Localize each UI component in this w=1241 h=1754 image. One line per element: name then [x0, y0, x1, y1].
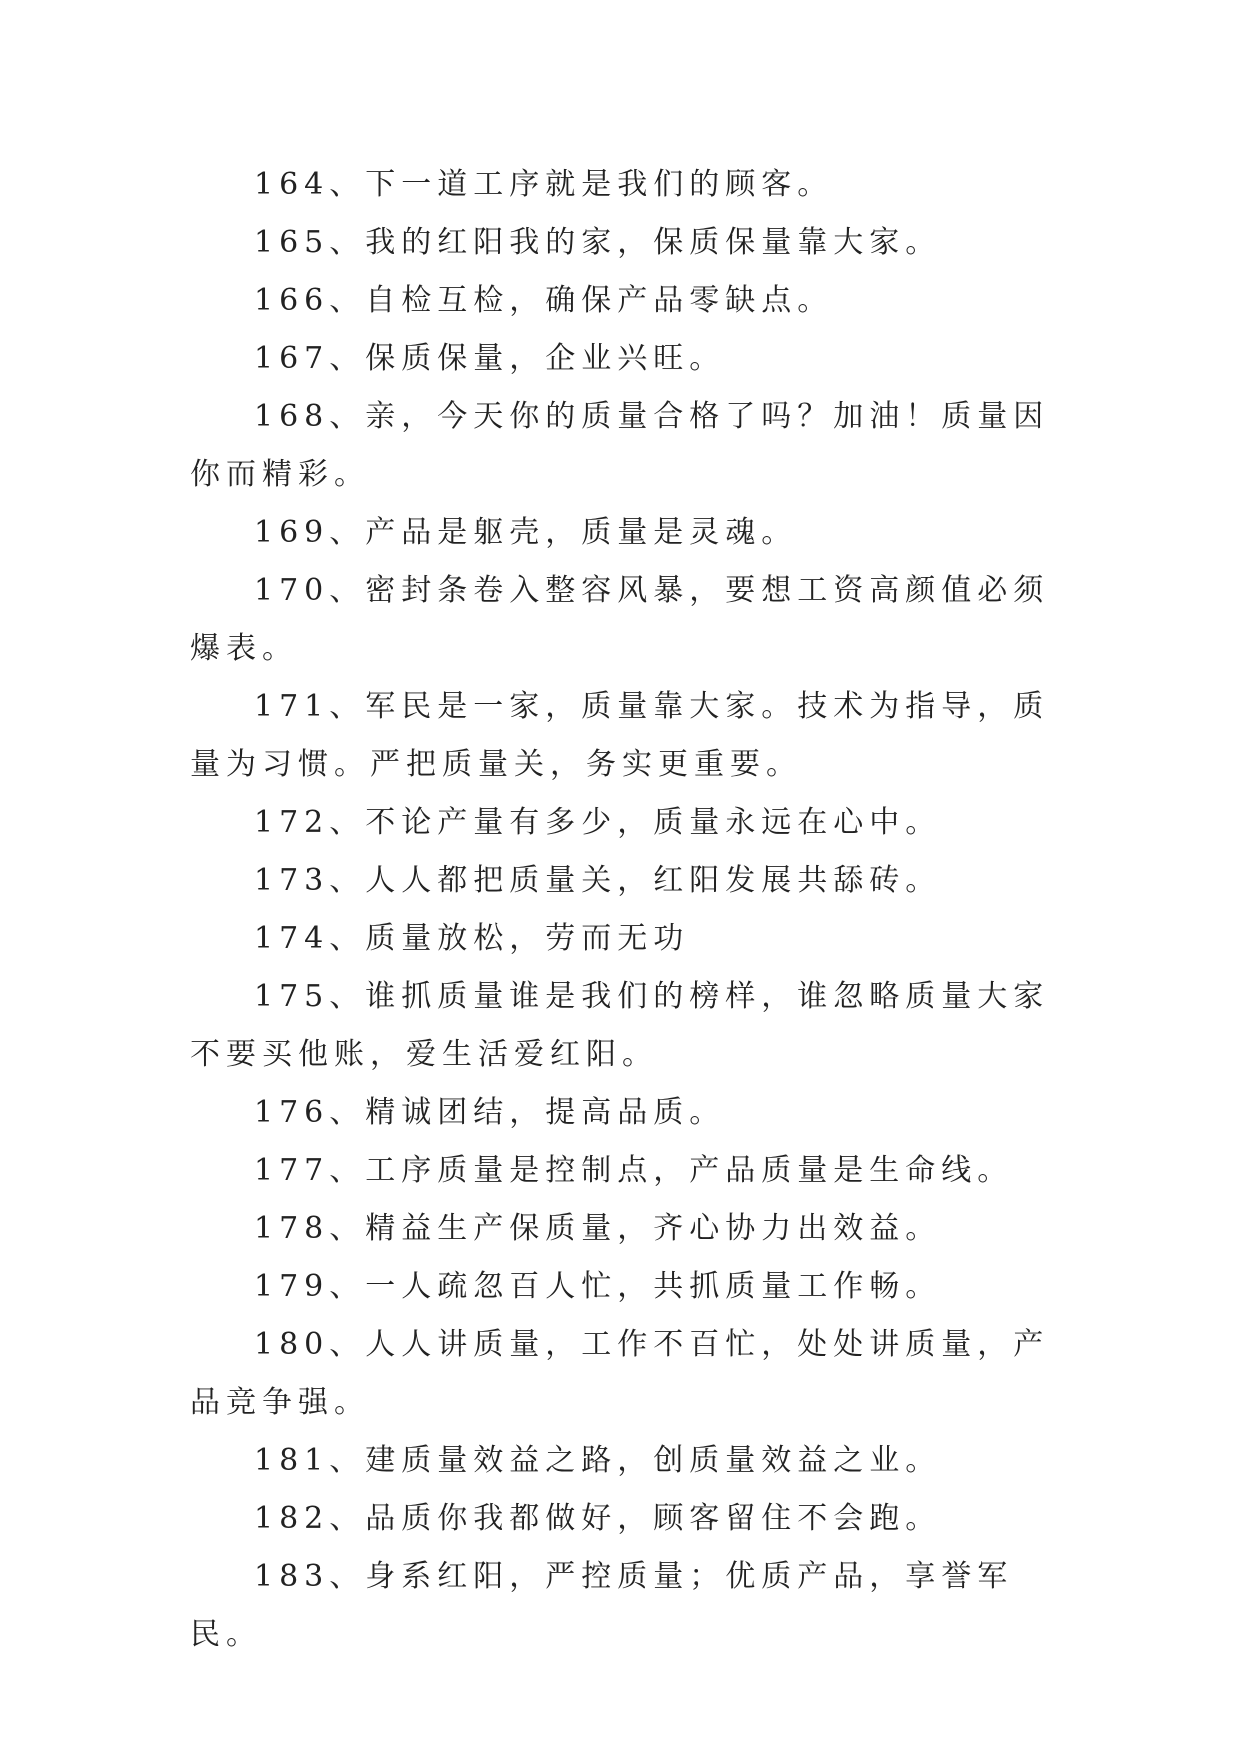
- slogan-item-171: 171、军民是一家，质量靠大家。技术为指导，质量为习惯。严把质量关，务实更重要。: [190, 689, 1050, 782]
- slogan-item-169: 169、产品是躯壳，质量是灵魂。: [254, 515, 798, 550]
- slogan-item-170: 170、密封条卷入整容风暴，要想工资高颜值必须爆表。: [190, 573, 1050, 666]
- slogan-item-172: 172、不论产量有多少，质量永远在心中。: [254, 805, 942, 840]
- slogan-item-173: 173、人人都把质量关，红阳发展共舔砖。: [254, 863, 942, 898]
- slogan-item-177: 177、工序质量是控制点，产品质量是生命线。: [254, 1153, 1014, 1188]
- slogan-item-176: 176、精诚团结，提高品质。: [254, 1095, 726, 1130]
- slogan-item-180: 180、人人讲质量，工作不百忙，处处讲质量，产品竞争强。: [190, 1327, 1050, 1420]
- slogan-item-181: 181、建质量效益之路，创质量效益之业。: [254, 1443, 942, 1478]
- slogan-item-168: 168、亲，今天你的质量合格了吗？加油！质量因你而精彩。: [190, 399, 1050, 492]
- slogan-item-174: 174、质量放松，劳而无功: [254, 921, 690, 956]
- slogan-item-165: 165、我的红阳我的家，保质保量靠大家。: [254, 225, 942, 260]
- slogan-item-178: 178、精益生产保质量，齐心协力出效益。: [254, 1211, 942, 1246]
- slogan-item-179: 179、一人疏忽百人忙，共抓质量工作畅。: [254, 1269, 942, 1304]
- slogan-item-175: 175、谁抓质量谁是我们的榜样，谁忽略质量大家不要买他账，爱生活爱红阳。: [190, 979, 1050, 1072]
- slogan-item-167: 167、保质保量，企业兴旺。: [254, 341, 726, 376]
- document-body: [190, 156, 1070, 1664]
- slogan-item-166: 166、自检互检，确保产品零缺点。: [254, 283, 834, 318]
- slogan-item-182: 182、品质你我都做好，顾客留住不会跑。: [254, 1501, 942, 1536]
- slogan-item-183: 183、身系红阳，严控质量；优质产品，享誉军民。: [190, 1559, 1014, 1652]
- slogan-item-164: 164、下一道工序就是我们的顾客。: [254, 167, 834, 202]
